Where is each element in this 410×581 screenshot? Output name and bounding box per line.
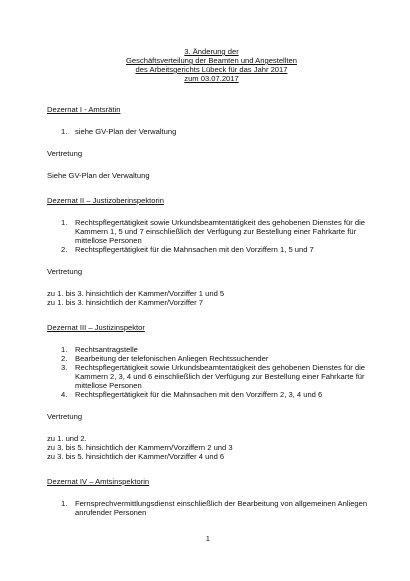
list-item (47, 363, 376, 390)
document-title (47, 47, 376, 83)
vertretung-line: zu 3. bis 5. hinsichtlich der Kammern/Vorziffern 2 und 3 (47, 443, 233, 452)
spacer (47, 83, 376, 105)
spacer (47, 332, 376, 345)
list-item (47, 245, 376, 254)
section-dezernat-4 (47, 477, 376, 517)
spacer (47, 158, 376, 171)
spacer (47, 486, 376, 499)
list-item-text: Rechtspflegertätigkeit für die Mahnsachen mit den Vorziffern 1, 5 und 7 (75, 245, 314, 254)
list-item-text: Rechtspflegertätigkeit für die Mahnsachen mit den Vorziffern 2, 3, 4 und 6 (75, 390, 323, 399)
title-line-1: 3. Änderung der (184, 47, 239, 56)
spacer (47, 461, 376, 477)
section-heading: Dezernat II – Justizoberinspektorin (47, 196, 164, 205)
section-heading: Dezernat III – Justizinspektor (47, 323, 145, 332)
list-item (47, 354, 376, 363)
list-item-number: 2. (61, 245, 68, 254)
list-item-text: Fernsprechvermittlungsdienst einschließlich der Bearbeitung von allgemeinen Anliegen anrufender Personen (75, 499, 368, 517)
list-item-number: 1. (61, 499, 68, 508)
page-number: 1 (205, 534, 210, 543)
list-item (47, 127, 376, 136)
task-list (47, 218, 376, 254)
section-dezernat-1 (47, 105, 376, 180)
vertretung-line: zu 1. bis 3. hinsichtlich der Kammer/Vorziffer 7 (47, 298, 204, 307)
section-dezernat-3 (47, 323, 376, 461)
spacer (47, 180, 376, 196)
spacer (47, 421, 376, 434)
list-item-text: Bearbeitung der telefonischen Anliegen Rechtssuchender (75, 354, 269, 363)
list-item-number: 1. (61, 127, 68, 136)
section-dezernat-2 (47, 196, 376, 307)
list-item (47, 390, 376, 399)
vertretung-label: Vertretung (47, 267, 83, 276)
vertretung-label: Vertretung (47, 149, 83, 158)
list-item (47, 499, 376, 517)
spacer (47, 136, 376, 149)
title-line-4: zum 03.07.2017 (184, 74, 239, 83)
list-item-number: 3. (61, 363, 68, 372)
vertretung-label: Vertretung (47, 412, 83, 421)
list-item (47, 218, 376, 245)
list-item-number: 1. (61, 345, 68, 354)
list-item-number: 2. (61, 354, 68, 363)
list-item-text: Rechtsantragstelle (75, 345, 138, 354)
vertretung-line: Siehe GV-Plan der Verwaltung (47, 171, 150, 180)
spacer (47, 205, 376, 218)
list-item (47, 345, 376, 354)
vertretung-line: zu 1. und 2. (47, 434, 87, 443)
vertretung-line: zu 1. bis 3. hinsichtlich der Kammer/Vorziffer 1 und 5 (47, 289, 225, 298)
task-list (47, 499, 376, 517)
spacer (47, 399, 376, 412)
list-item-text: siehe GV-Plan der Verwaltung (75, 127, 177, 136)
list-item-number: 4. (61, 390, 68, 399)
task-list (47, 345, 376, 399)
spacer (47, 307, 376, 323)
list-item-number: 1. (61, 218, 68, 227)
task-list (47, 127, 376, 136)
title-line-3: des Arbeitsgerichts Lübeck für das Jahr 2017 (135, 65, 288, 74)
title-line-2: Geschäftsverteilung der Beamten und Angestellten (126, 56, 297, 65)
list-item-text: Rechtspflegertätigkeit sowie Urkundsbeamtentätigkeit des gehobenen Dienstes für die Kammern 1, 5 und 7 einschließlich der Verfügung zur Bestellung einer Fahrkarte für mittellose Personen (75, 218, 365, 245)
vertretung-line: zu 3. bis 5. hinsichtlich der Kammer/Vorziffer 4 und 6 (47, 452, 225, 461)
spacer (47, 114, 376, 127)
section-heading: Dezernat IV – Amtsinspektorin (47, 477, 150, 486)
list-item-text: Rechtspflegertätigkeit sowie Urkundsbeamtentätigkeit des gehobenen Dienstes für die Kammern 2, 3, 4 und 6 einschließlich der Verfügung zur Bestellung einer Fahrkarte für mittellose Personen (75, 363, 365, 390)
section-heading: Dezernat I - Amtsrätin (47, 105, 121, 114)
spacer (47, 276, 376, 289)
spacer (47, 254, 376, 267)
